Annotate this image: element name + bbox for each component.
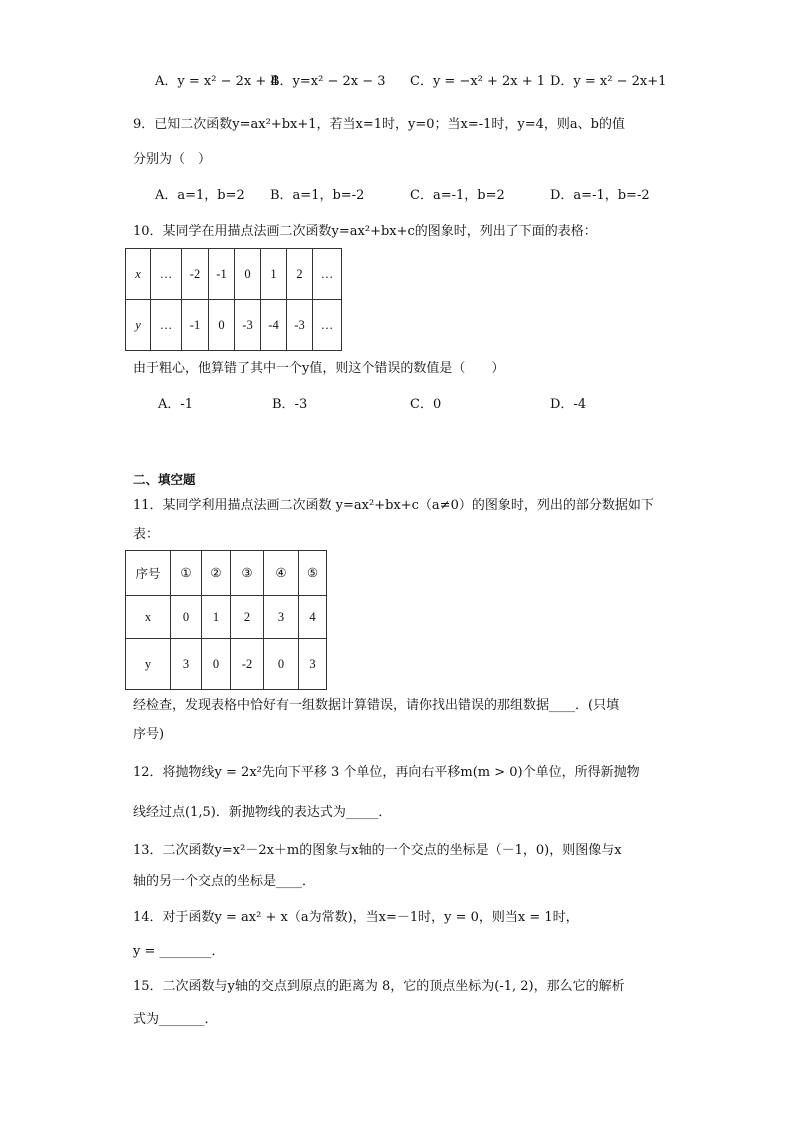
q11-table — [125, 550, 327, 690]
q8-option-a: A．y = x² − 2x + 4 — [155, 74, 279, 89]
q13-stem-line1: 13．二次函数y=x²－2x＋m的图象与x轴的一个交点的坐标是（－1，0)，则图像与x — [133, 843, 622, 858]
q10-table — [125, 248, 342, 351]
q10-option-b: B．-3 — [272, 397, 308, 412]
table-row — [126, 300, 342, 351]
q11-stem-line2: 表： — [133, 527, 160, 542]
q9-option-c: C．a=-1，b=2 — [410, 188, 505, 203]
q8-option-c: C．y = −x² + 2x + 1 — [410, 74, 546, 89]
table-cell: -2 — [231, 639, 264, 690]
q10-stem-line2: 由于粗心，他算错了其中一个y值，则这个错误的数值是（ ） — [133, 361, 505, 376]
q9-option-a: A．a=1，b=2 — [155, 188, 245, 203]
table-cell: x — [126, 596, 171, 639]
q8-options — [0, 72, 794, 92]
table-cell: ③ — [231, 551, 264, 596]
q9-stem-line1: 9．已知二次函数y=ax²+bx+1，若当x=1时，y=0；当x=-1时，y=4，则a、b的值 — [133, 117, 625, 132]
table-cell: 0 — [235, 249, 261, 300]
table-cell: ⑤ — [299, 551, 327, 596]
table-cell: -4 — [261, 300, 287, 351]
q13-stem-line2: 轴的另一个交点的坐标是____． — [133, 874, 316, 889]
q12-stem-line1: 12．将抛物线y = 2x²先向下平移 3 个单位，再向右平移m(m > 0)个单位，所得新抛物 — [133, 765, 640, 780]
table-cell: 0 — [209, 300, 235, 351]
table-cell: 序号 — [126, 551, 171, 596]
q14-stem-line2: y = ________． — [133, 944, 225, 959]
table-row — [126, 639, 327, 690]
table-cell: 4 — [299, 596, 327, 639]
table-cell: 1 — [261, 249, 287, 300]
table-cell: ② — [202, 551, 231, 596]
table-cell: ① — [171, 551, 202, 596]
q10-option-a: A．-1 — [158, 397, 194, 412]
table-cell: 0 — [202, 639, 231, 690]
table-cell: -1 — [182, 300, 209, 351]
table-cell: 0 — [264, 639, 299, 690]
q9-stem-line2: 分别为（ ） — [133, 152, 212, 167]
q9-options — [0, 186, 794, 206]
table-cell: 1 — [202, 596, 231, 639]
table-cell: … — [151, 249, 182, 300]
q14-stem-line1: 14．对于函数y = ax² + x（a为常数)，当x=－1时，y = 0，则当x = 1时， — [133, 910, 579, 925]
q11-stem-line1: 11．某同学利用描点法画二次函数 y=ax²+bx+c（a≠0）的图象时，列出的部分数据如下 — [133, 498, 654, 513]
q15-stem-line1: 15．二次函数与y轴的交点到原点的距离为 8，它的顶点坐标为(-1, 2)，那么它的解析 — [133, 979, 625, 994]
table-cell: 2 — [287, 249, 313, 300]
table-cell: … — [313, 300, 342, 351]
table-cell: 2 — [231, 596, 264, 639]
table-cell: ④ — [264, 551, 299, 596]
q11-stem-line3: 经检查，发现表格中恰好有一组数据计算错误，请你找出错误的那组数据____．(只填 — [133, 698, 620, 713]
table-cell: x — [126, 249, 151, 300]
q8-option-d: D．y = x² − 2x+1 — [550, 74, 667, 89]
q15-stem-line2: 式为_______． — [133, 1012, 218, 1027]
q9-option-d: D．a=-1，b=-2 — [550, 188, 650, 203]
q8-option-b: B．y=x² − 2x − 3 — [270, 74, 386, 89]
q10-option-c: C．0 — [410, 397, 442, 412]
q12-stem-line2: 线经过点(1,5)．新抛物线的表达式为_____． — [133, 805, 392, 820]
q9-option-b: B．a=1，b=-2 — [270, 188, 365, 203]
table-cell: … — [151, 300, 182, 351]
q11-stem-line4: 序号) — [133, 727, 165, 742]
table-cell: -3 — [235, 300, 261, 351]
table-cell: 3 — [171, 639, 202, 690]
table-cell: -1 — [209, 249, 235, 300]
table-cell: y — [126, 639, 171, 690]
table-cell: 3 — [299, 639, 327, 690]
table-cell: 3 — [264, 596, 299, 639]
q10-option-d: D．-4 — [550, 397, 587, 412]
q10-options — [0, 395, 794, 415]
q10-stem-line1: 10．某同学在用描点法画二次函数y=ax²+bx+c的图象时，列出了下面的表格： — [133, 224, 597, 239]
table-cell: -3 — [287, 300, 313, 351]
section-heading: 二、填空题 — [133, 472, 196, 487]
table-row — [126, 249, 342, 300]
table-row — [126, 596, 327, 639]
table-cell: … — [313, 249, 342, 300]
table-cell: -2 — [182, 249, 209, 300]
table-cell: y — [126, 300, 151, 351]
table-row — [126, 551, 327, 596]
table-cell: 0 — [171, 596, 202, 639]
